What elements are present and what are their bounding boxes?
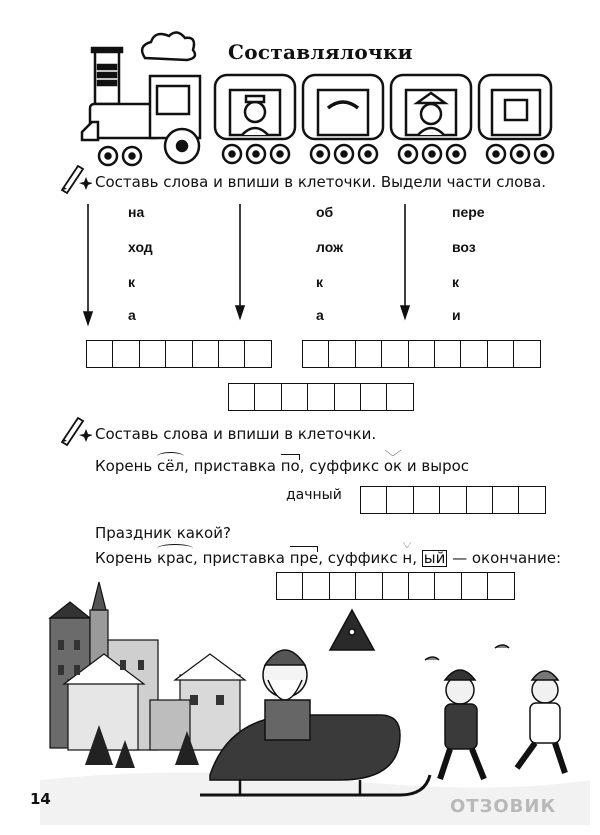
smoke-cloud	[142, 32, 195, 60]
prefix-mark: пре	[289, 549, 319, 567]
column-word: к	[128, 274, 136, 290]
letter-cell[interactable]	[328, 340, 356, 368]
letter-cell[interactable]	[334, 383, 362, 411]
suffix-mark: ок	[383, 457, 403, 475]
letter-cell[interactable]	[360, 383, 388, 411]
question-text: Праздник какой?	[95, 524, 231, 542]
watermark: ОТЗОВИК	[450, 796, 557, 817]
winter-scene-illustration	[40, 580, 590, 825]
letter-cell[interactable]	[518, 486, 546, 514]
task1-instruction: Составь слова и впиши в клеточки. Выдели части слова.	[95, 173, 547, 191]
page-title: Составлялочки	[228, 40, 413, 64]
wagon-4	[479, 75, 553, 163]
clue-text: , приставка	[193, 549, 290, 567]
clue-line-1	[95, 457, 469, 475]
column-word: к	[316, 274, 324, 290]
wagon-3	[391, 75, 471, 163]
wagon-2	[303, 75, 383, 163]
letter-cell[interactable]	[381, 340, 409, 368]
letter-cell[interactable]	[192, 340, 220, 368]
column-word: лож	[316, 239, 344, 255]
page-number: 14	[30, 790, 51, 808]
clue-text: Корень	[95, 549, 157, 567]
letter-cell[interactable]	[355, 340, 383, 368]
clue-text: и вырос	[402, 457, 470, 475]
letter-cell[interactable]	[281, 383, 309, 411]
pencil-icon	[56, 160, 92, 196]
letter-cell[interactable]	[434, 340, 462, 368]
column-word: а	[316, 307, 324, 323]
root-mark: крас	[157, 549, 194, 567]
letter-cell[interactable]	[386, 383, 414, 411]
column-word: и	[452, 307, 461, 323]
clue-text: , суффикс	[299, 457, 384, 475]
letter-cell[interactable]	[466, 486, 494, 514]
ending-mark: ый	[423, 549, 446, 567]
letter-cell[interactable]	[408, 340, 436, 368]
answer-label: дачный	[286, 487, 342, 503]
answer-cells-4[interactable]	[360, 486, 546, 514]
column-word: на	[128, 204, 145, 220]
letter-cell[interactable]	[139, 340, 167, 368]
column-word: пере	[452, 204, 485, 220]
letter-cell[interactable]	[386, 486, 414, 514]
letter-cell[interactable]	[460, 340, 488, 368]
task2-instruction: Составь слова и впиши в клеточки.	[95, 425, 377, 443]
letter-cell[interactable]	[218, 340, 246, 368]
prefix-mark: по	[280, 457, 300, 475]
answer-cells-2[interactable]	[302, 340, 541, 368]
town	[50, 582, 245, 750]
letter-cell[interactable]	[439, 486, 467, 514]
letter-cell[interactable]	[112, 340, 140, 368]
answer-cells-1[interactable]	[86, 340, 272, 368]
column-word: а	[128, 307, 136, 323]
letter-cell[interactable]	[487, 340, 515, 368]
column-word: ход	[128, 239, 153, 255]
column-word: об	[316, 204, 334, 220]
letter-cell[interactable]	[165, 340, 193, 368]
clue-line-2	[95, 549, 561, 567]
clue-text: , приставка	[184, 457, 281, 475]
letter-cell[interactable]	[254, 383, 282, 411]
suffix-mark: н	[402, 549, 413, 567]
letter-cell[interactable]	[86, 340, 114, 368]
column-word: к	[452, 274, 460, 290]
clue-text: ,	[412, 549, 422, 567]
letter-cell[interactable]	[307, 383, 335, 411]
locomotive	[82, 48, 200, 165]
letter-cell[interactable]	[492, 486, 520, 514]
letter-cell[interactable]	[413, 486, 441, 514]
column-word: воз	[452, 239, 476, 255]
wagon-1	[215, 75, 295, 163]
letter-cell[interactable]	[302, 340, 330, 368]
letter-cell[interactable]	[244, 340, 272, 368]
root-mark: сёл	[157, 457, 185, 475]
letter-cell[interactable]	[360, 486, 388, 514]
answer-cells-3[interactable]	[228, 383, 414, 411]
children	[425, 645, 565, 779]
clue-text: Корень	[95, 457, 157, 475]
letter-cell[interactable]	[513, 340, 541, 368]
letter-cell[interactable]	[228, 383, 256, 411]
pencil-icon	[56, 412, 92, 448]
clue-text: , суффикс	[318, 549, 403, 567]
clue-text: — окончание:	[447, 549, 561, 567]
